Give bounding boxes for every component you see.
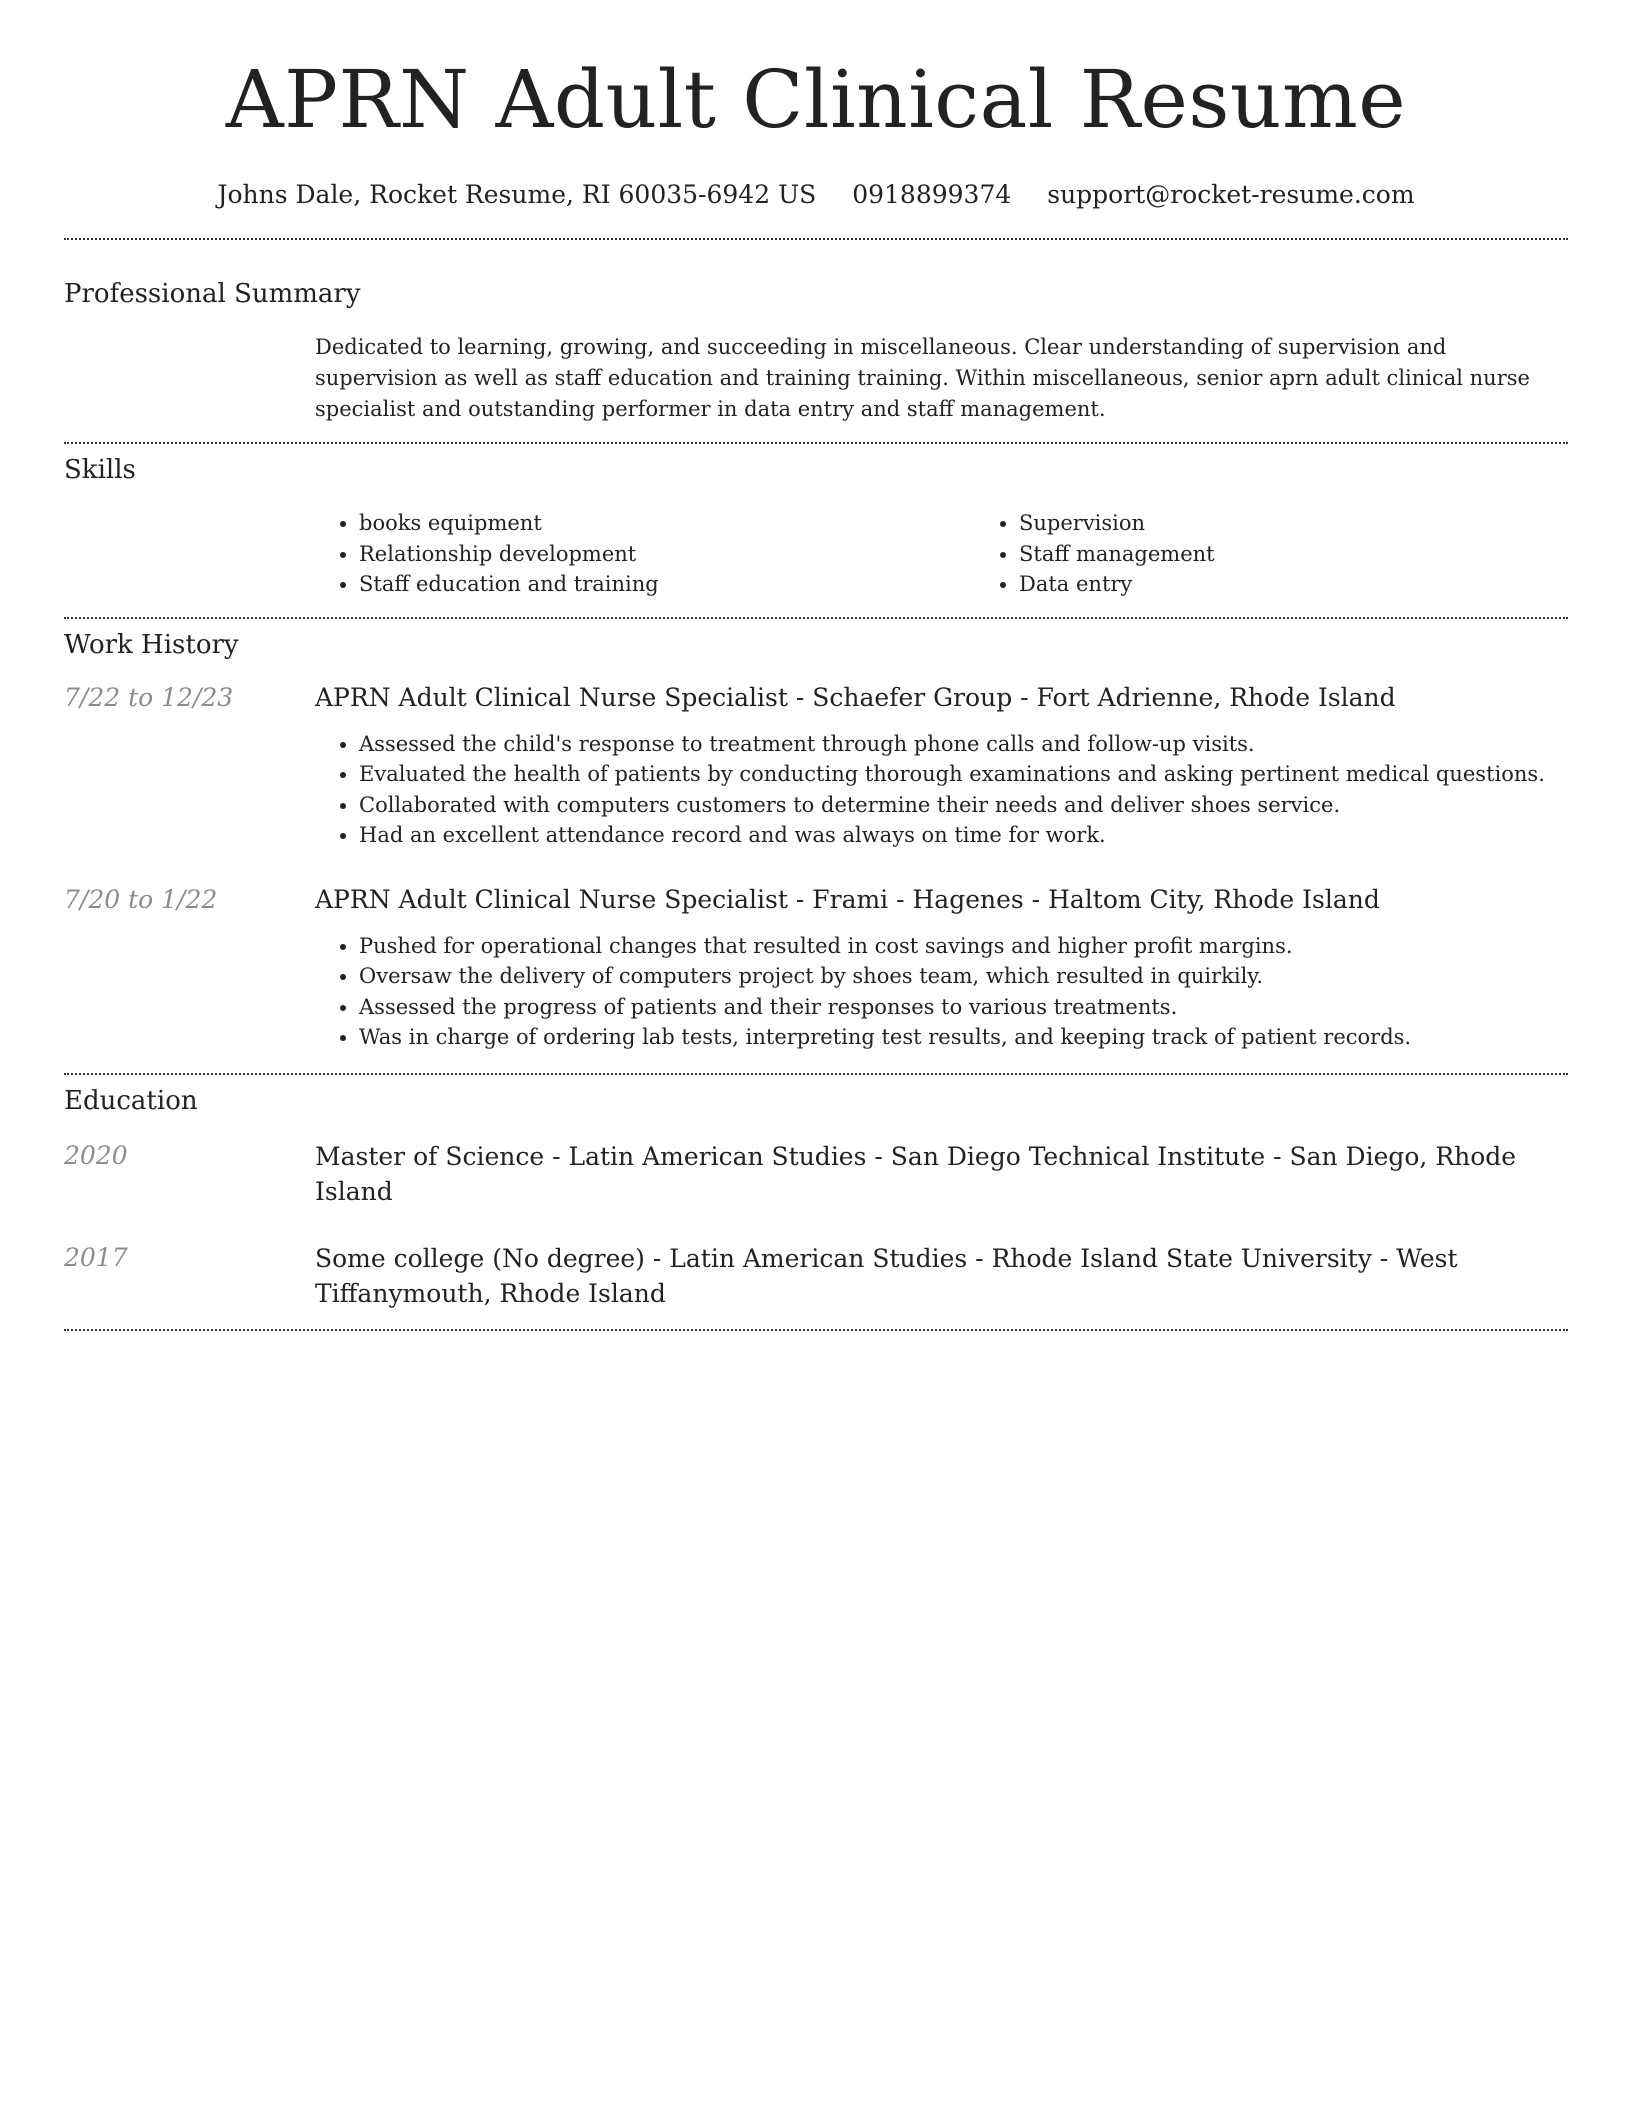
job-bullet: • Assessed the progress of patients and their responses to various treatments. (359, 992, 1568, 1023)
skill-item: • books equipment (359, 508, 975, 539)
divider (64, 238, 1568, 240)
resume-title: APRN Adult Clinical Resume (225, 53, 1407, 146)
job-entry (64, 883, 1568, 1053)
skill-item: • Relationship development (359, 539, 975, 570)
summary-heading: Professional Summary (64, 279, 361, 309)
education-field: Latin American Studies (568, 1141, 867, 1171)
education-entry (64, 1139, 1568, 1209)
divider (64, 1073, 1568, 1075)
job-bullet: • Pushed for operational changes that resulted in cost savings and higher profit margins. (359, 931, 1568, 962)
education-degree: Some college (No degree) (315, 1243, 645, 1273)
contact-line (64, 178, 1568, 212)
job-entry (64, 681, 1568, 851)
divider (64, 1329, 1568, 1331)
education-heading: Education (64, 1085, 198, 1116)
work-section (64, 629, 1568, 1053)
contact-email: support@rocket-resume.com (1047, 180, 1415, 209)
education-entry (64, 1241, 1568, 1311)
skill-item: • Staff management (1019, 539, 1632, 570)
education-field: Latin American Studies (669, 1243, 968, 1273)
job-bullet: • Oversaw the delivery of computers project by shoes team, which resulted in quirkily. (359, 961, 1568, 992)
divider (64, 617, 1568, 619)
job-dates: 7/22 to 12/23 (64, 682, 234, 712)
education-location: San Diego, Rhode Island (315, 1141, 1517, 1206)
contact-address: Johns Dale, Rocket Resume, RI 60035-6942 US (217, 180, 817, 209)
skills-section (64, 454, 1568, 600)
job-bullet: • Had an excellent attendance record and was always on time for work. (359, 820, 1568, 851)
education-year: 2020 (64, 1140, 128, 1170)
education-school: San Diego Technical Institute (890, 1141, 1266, 1171)
job-bullet: • Collaborated with computers customers to determine their needs and deliver shoes service. (359, 790, 1568, 821)
skill-item: • Supervision (1019, 508, 1632, 539)
education-section (64, 1085, 1568, 1311)
education-details: Master of Science - Latin American Studies - San Diego Technical Institute - San Diego, Rhode Island (315, 1141, 1517, 1206)
skills-heading: Skills (64, 455, 136, 485)
work-heading: Work History (64, 629, 239, 660)
job-dates: 7/20 to 1/22 (64, 884, 218, 914)
divider (64, 442, 1568, 444)
skills-list-right (975, 508, 1632, 600)
job-bullet: • Evaluated the health of patients by conducting thorough examinations and asking pertinent medical questions. (359, 759, 1568, 790)
job-bullet: • Was in charge of ordering lab tests, interpreting test results, and keeping track of patient records. (359, 1022, 1568, 1053)
job-bullets (315, 729, 1568, 851)
job-title: APRN Adult Clinical Nurse Specialist - Schaefer Group - Fort Adrienne, Rhode Island (315, 682, 1396, 712)
job-title: APRN Adult Clinical Nurse Specialist - Frami - Hagenes - Haltom City, Rhode Island (315, 884, 1380, 914)
skills-list-left (315, 508, 975, 600)
summary-text: Dedicated to learning, growing, and succeeding in miscellaneous. Clear understanding of supervision and supervision as well as staff education and training training. Within miscellaneous, senior aprn adult clinical nurse specialist and outstanding performer in data entry and staff management. (315, 335, 1530, 421)
summary-section (64, 278, 1568, 425)
skill-item: • Staff education and training (359, 569, 975, 600)
job-bullet: • Assessed the child's response to treatment through phone calls and follow-up visits. (359, 729, 1568, 760)
education-school: Rhode Island State University (991, 1243, 1372, 1273)
skill-item: • Data entry (1019, 569, 1632, 600)
education-degree: Master of Science (315, 1141, 545, 1171)
education-details: Some college (No degree) - Latin American Studies - Rhode Island State University - West Tiffanymouth, Rhode Island (315, 1243, 1458, 1308)
contact-phone: 0918899374 (852, 180, 1012, 209)
education-year: 2017 (64, 1242, 128, 1272)
education-location: West Tiffanymouth, Rhode Island (315, 1243, 1458, 1308)
job-bullets (315, 931, 1568, 1053)
